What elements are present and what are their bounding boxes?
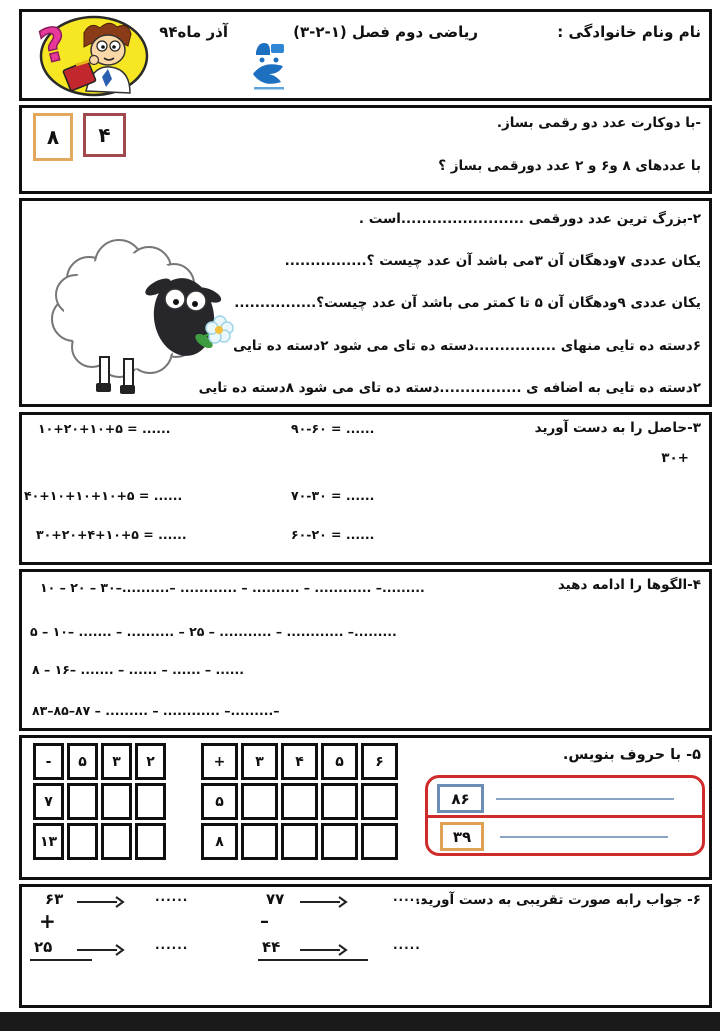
table-header-cell: + [201, 743, 238, 780]
question5-section [19, 735, 712, 880]
q4-title: ۴-الگوها را ادامه دهید [557, 577, 701, 593]
divider [428, 815, 702, 818]
q2-line: ۲-بزرگ ترین عدد دورقمی ........................است . [358, 211, 701, 227]
table-row-label: ۸ [201, 823, 238, 860]
q5-title: ۵- با حروف بنویس. [562, 747, 701, 763]
table-cell-empty [101, 783, 132, 820]
table-cell-empty [361, 823, 398, 860]
q3-equation: ۳۰+۲۰+۴+۱۰+۵ = ...... [36, 527, 187, 542]
q6-answer-dots: ...... [155, 938, 189, 952]
table-cell-empty [241, 823, 278, 860]
table-header-cell: ۵ [67, 743, 98, 780]
table-cell-empty [281, 783, 318, 820]
question-mark-icon: ? [33, 15, 73, 75]
table-cell-empty [281, 823, 318, 860]
subtraction-table [33, 743, 166, 860]
number-box-86: ۸۶ [437, 784, 484, 813]
table-row-label: ۷ [33, 783, 64, 820]
q4-pattern: ۸۳–۸۵–۸۷ – ......... – ............ –.........– [32, 703, 280, 718]
table-cell-empty [101, 823, 132, 860]
q6-title: ۶- جواب رابه صورت تقریبی به دست آورید. [415, 892, 701, 908]
q3-equation: ۶۰-۲۰ = ...... [291, 527, 375, 542]
digit-card-8: ۸ [33, 113, 73, 161]
q3-equation: ۹۰-۶۰ = ...... [291, 421, 375, 436]
question3-section [19, 412, 712, 565]
header-section [19, 9, 712, 101]
q3-wrapped-term: ۳۰+ [661, 450, 689, 466]
table-header-cell: ۳ [101, 743, 132, 780]
q4-pattern: ۵ – ۱۰– ....... – .......... – ۲۵ – ........... – ............ –......... [30, 624, 397, 639]
write-in-words-box [425, 775, 705, 856]
table-cell-empty [135, 783, 166, 820]
table-cell-empty [321, 823, 358, 860]
q6-answer-dots: ...... [155, 890, 189, 904]
sum-underline [30, 933, 92, 961]
sheep-image [34, 219, 239, 399]
question6-section [19, 884, 712, 1008]
arrow-right-icon [300, 896, 348, 908]
q4-pattern: ۸ – ۱۶– ....... – ...... – ...... – ...... [32, 662, 245, 677]
q6-number: ۲۵ [34, 938, 53, 956]
question1-section [19, 105, 712, 194]
bottom-scan-bar [0, 1012, 720, 1031]
q1-instruction2: با عددهای ۸ و۶ و ۲ عدد دورقمی بساز ؟ [438, 158, 701, 174]
q2-line: یکان عددی ۷ودهگان آن ۳می باشد آن عدد چیست ؟................ [284, 253, 701, 269]
watermark-logo-icon [250, 40, 290, 95]
q2-line: یکان عددی ۹ودهگان آن ۵ تا کمتر می باشد آن عدد چیست؟................ [234, 295, 701, 311]
addition-table [201, 743, 398, 860]
q6-number: ۶۳ [45, 890, 64, 908]
table-cell-empty [67, 823, 98, 860]
digit-card-4: ۴ [83, 113, 126, 157]
table-header-cell: ۳ [241, 743, 278, 780]
q3-title: ۳-حاصل را به دست آورید [534, 420, 701, 436]
student-cartoon-image [24, 13, 162, 98]
q3-equation: ۴۰+۱۰+۱۰+۱۰+۵ = ...... [24, 488, 183, 503]
q1-instruction: -با دوکارت عدد دو رقمی بساز. [496, 115, 701, 131]
q6-answer-dots: ..... [393, 938, 421, 952]
table-header-cell: ۲ [135, 743, 166, 780]
table-header-cell: ۵ [321, 743, 358, 780]
q3-equation: ۱۰+۲۰+۱۰+۵ = ...... [38, 421, 171, 436]
minus-operator: – [260, 911, 269, 932]
q6-answer-dots: ...... [393, 890, 427, 904]
answer-line [496, 798, 674, 800]
q4-pattern: ۱۰ – ۲۰ – ۳۰–..........– ............ – .......... – ............ –......... [40, 580, 425, 595]
q6-number: ۷۷ [266, 890, 285, 908]
table-header-cell: - [33, 743, 64, 780]
arrow-right-icon [77, 896, 125, 908]
worksheet-title: ریاضی دوم فصل (۱‏-۲‏-۳) [293, 23, 478, 41]
student-name-label: نام ونام خانوادگی : [557, 23, 701, 41]
worksheet-date: آذر ماه۹۴ [159, 23, 228, 41]
table-row-label: ۱۳ [33, 823, 64, 860]
table-cell-empty [321, 783, 358, 820]
table-cell-empty [361, 783, 398, 820]
answer-line [500, 836, 668, 838]
difference-underline [258, 933, 368, 961]
q6-number: ۴۴ [262, 938, 281, 956]
table-header-cell: ۴ [281, 743, 318, 780]
plus-operator: + [39, 909, 56, 933]
number-box-39: ۳۹ [440, 822, 484, 851]
table-cell-empty [241, 783, 278, 820]
question4-section [19, 569, 712, 731]
table-cell-empty [67, 783, 98, 820]
question2-section [19, 198, 712, 407]
table-row-label: ۵ [201, 783, 238, 820]
table-cell-empty [135, 823, 166, 860]
q3-equation: ۷۰-۳۰ = ...... [291, 488, 375, 503]
q2-line: ۶دسته ده تایی منهای ................دسته ده تای می شود ۲دسته ده تایی [233, 338, 701, 354]
table-header-cell: ۶ [361, 743, 398, 780]
q2-line: ۲دسته ده تایی به اضافه ی ................دسته ده تای می شود ۸دسته ده تایی [198, 380, 701, 396]
